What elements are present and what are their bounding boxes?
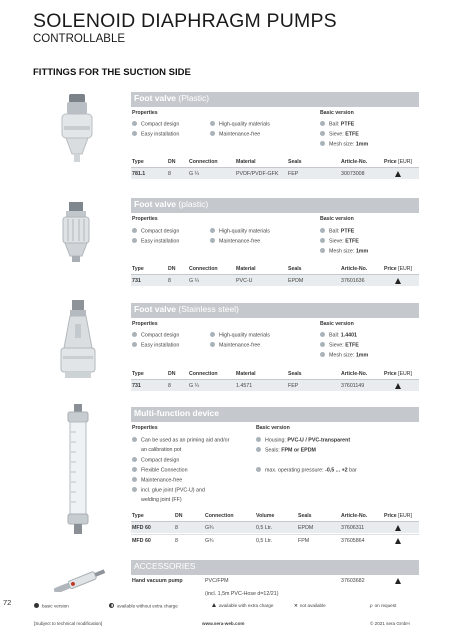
cell-type: 781.1	[132, 171, 146, 177]
col-material: Material	[236, 159, 256, 165]
legend-not-available: ✕ not available	[294, 603, 326, 608]
col-type: Type	[132, 159, 144, 165]
footer-url[interactable]: www.sera-web.com	[202, 621, 245, 626]
prop-1-1: Easy installation	[132, 131, 179, 138]
basic-version-label-1: Basic version	[320, 110, 354, 116]
bullet-dot-icon	[132, 228, 137, 233]
bullet-dot-icon	[132, 477, 137, 482]
bullet-dot-icon	[210, 121, 215, 126]
page-subtitle: CONTROLLABLE	[33, 33, 126, 45]
bullet-dot-icon	[132, 238, 137, 243]
multi-function-bar	[131, 407, 419, 422]
footer-note: [Subject to technical modification]	[34, 621, 103, 626]
product-title-suffix-2: (plastic)	[178, 199, 209, 209]
x-icon: ✕	[294, 603, 298, 608]
bullet-dot-icon	[210, 332, 215, 337]
bullet-dot-icon	[320, 228, 325, 233]
bullet-dot-icon	[256, 447, 261, 452]
extra-charge-triangle-icon	[395, 525, 401, 531]
foot-valve-plastic-image	[52, 92, 102, 164]
legend-basic: basic version	[34, 603, 69, 609]
page-title: SOLENOID DIAPHRAGM PUMPS	[33, 10, 337, 32]
bullet-dot-icon	[132, 467, 137, 472]
properties-label-2: Properties	[132, 216, 158, 222]
half-circle-icon	[109, 603, 114, 608]
bullet-dot-icon	[256, 437, 261, 442]
col-seals: Seals	[288, 159, 302, 165]
table-row-2	[131, 275, 419, 286]
col-connection: Connection	[189, 159, 218, 165]
cell-connection: G ¼	[189, 171, 200, 177]
basic-1-0: Ball: PTFE	[320, 121, 354, 128]
cell-material: PVDF/PVDF-GFK	[236, 171, 279, 177]
basic-1-1: Sieve: ETFE	[320, 131, 359, 138]
cell-article: 30073008	[341, 171, 365, 177]
properties-label-1: Properties	[132, 110, 158, 116]
bullet-dot-icon	[320, 342, 325, 347]
bullet-dot-icon	[256, 467, 261, 472]
cell-seals: FEP	[288, 171, 299, 177]
prop-1-0: Compact design	[132, 121, 179, 128]
extra-charge-triangle-icon	[395, 278, 401, 284]
foot-valve-steel-image	[55, 298, 101, 384]
bullet-dot-icon	[210, 228, 215, 233]
accessories-bar	[131, 560, 419, 575]
basic-version-dot-icon	[34, 603, 39, 608]
prop-1-2: High-quality materials	[210, 121, 270, 128]
basic-version-label-2: Basic version	[320, 216, 354, 222]
p-icon: p	[370, 603, 373, 608]
bullet-dot-icon	[132, 131, 137, 136]
bullet-dot-icon	[132, 332, 137, 337]
bullet-dot-icon	[210, 342, 215, 347]
product-title-2: Foot valve	[134, 199, 177, 209]
extra-charge-triangle-icon	[395, 578, 401, 584]
bullet-dot-icon	[132, 487, 137, 492]
extra-charge-triangle-icon	[395, 538, 401, 544]
product-title-1: Foot valve	[134, 93, 177, 103]
bullet-dot-icon	[132, 342, 137, 347]
hand-vacuum-pump-image	[48, 568, 112, 592]
prop-1-3: Maintenance-free	[210, 131, 260, 138]
bullet-dot-icon	[320, 238, 325, 243]
legend-extra-charge: available with extra charge	[212, 603, 273, 608]
bullet-dot-icon	[320, 121, 325, 126]
accessory-article: 37603682	[341, 578, 365, 584]
legend-no-charge: available without extra charge	[109, 603, 178, 609]
extra-charge-triangle-icon	[395, 383, 401, 389]
table-row-3	[131, 380, 419, 391]
bullet-dot-icon	[320, 141, 325, 146]
col-price: Price [EUR]	[384, 159, 412, 165]
bullet-dot-icon	[320, 332, 325, 337]
col-article: Article-No.	[341, 159, 368, 165]
col-dn: DN	[168, 159, 176, 165]
accessory-note: (incl. 1,5m PVC-Hose d=12/21)	[205, 591, 279, 597]
page-number: 72	[3, 598, 12, 607]
extra-charge-triangle-icon	[395, 171, 401, 177]
legend-on-request: p on request	[370, 603, 397, 608]
bullet-dot-icon	[210, 131, 215, 136]
bullet-dot-icon	[132, 121, 137, 126]
cell-dn: 8	[168, 171, 171, 177]
bullet-dot-icon	[132, 437, 137, 442]
accessory-material: PVC/FPM	[205, 578, 229, 584]
product-bar-1	[131, 92, 419, 107]
bullet-dot-icon	[320, 131, 325, 136]
product-bar-3: Foot valve (Stainless steel)	[131, 303, 419, 318]
triangle-icon	[212, 603, 216, 607]
footer-copyright: © 2021 sera GmbH	[370, 621, 410, 626]
basic-1-2: Mesh size: 1mm	[320, 141, 368, 148]
foot-valve-pvc-image	[56, 200, 96, 264]
product-bar-2	[131, 198, 419, 213]
product-title-suffix-1: (Plastic)	[178, 93, 210, 103]
multi-function-device-image	[63, 404, 93, 536]
bullet-dot-icon	[320, 248, 325, 253]
bullet-dot-icon	[132, 457, 137, 462]
accessory-name: Hand vacuum pump	[132, 578, 183, 584]
bullet-dot-icon	[320, 352, 325, 357]
accessories-title: ACCESSORIES	[134, 561, 196, 571]
multi-function-title: Multi-function device	[134, 408, 219, 418]
section-title: FITTINGS FOR THE SUCTION SIDE	[33, 67, 191, 78]
bullet-dot-icon	[210, 238, 215, 243]
